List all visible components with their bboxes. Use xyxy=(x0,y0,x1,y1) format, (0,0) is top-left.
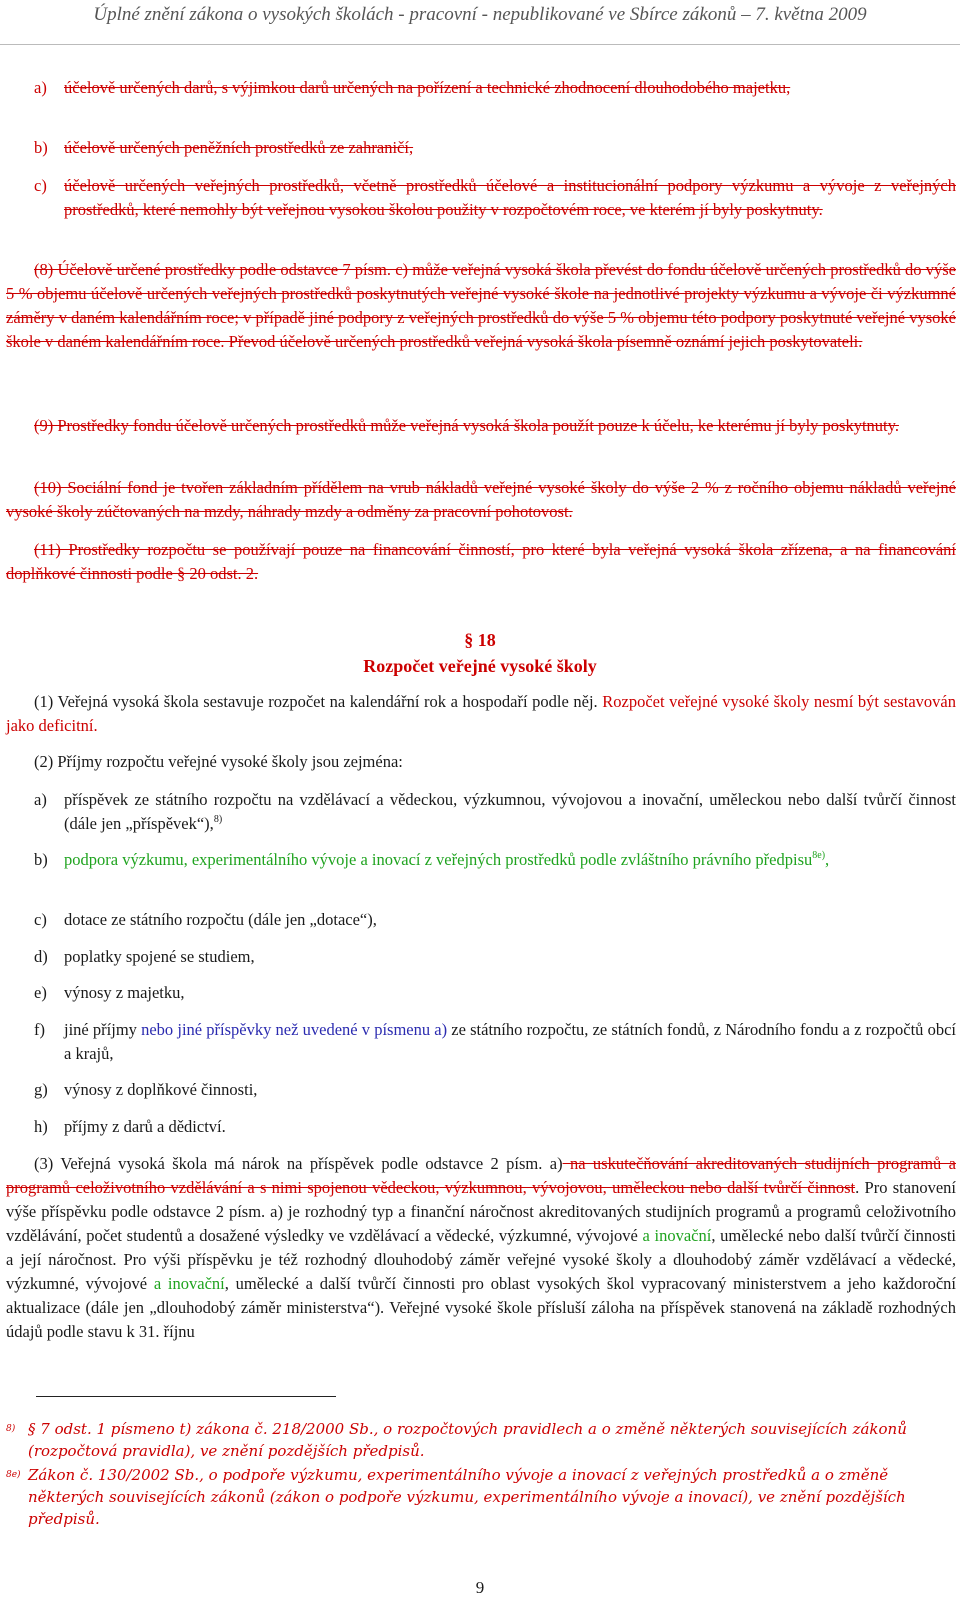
list-item xyxy=(34,76,956,100)
paragraph-3: (3) Veřejná vysoká škola má nárok na příspěvek podle odstavce 2 písm. a) na uskutečňování akreditovaných studijních programů a programů celoživotního vzdělávání a s nimi spojenou vědeckou, výzkumnou, vývojovou, uměleckou nebo další tvůrčí činnost. Pro stanovení výše příspěvku podle odstavce 2 písm. a) je rozhodný typ a finanční náročnost akreditovaných studijních programů a programů celoživotního vzdělávání, počet studentů a dosažené výsledky ve vzdělávací a vědecké, výzkumné, vývojové a inovační, umělecké nebo další tvůrčí činnosti a její náročnost. Pro výši příspěvku je též rozhodný dlouhodobý záměr veřejné vysoké školy a dlouhodobý záměr vzdělávací a vědecké, výzkumné, vývojové a inovační, umělecké a další tvůrčí činnosti pro oblast vysokých škol vypracovaný ministerstvem a jeho každoroční aktualizace (dále jen „dlouhodobý záměr ministerstva“). Veřejné vysoké škole přísluší záloha na příspěvek stanovená na základě rozhodných údajů podle stavu k 31. říjnu xyxy=(6,1154,957,1341)
section-title: Rozpočet veřejné vysoké školy xyxy=(363,656,597,676)
item-text: účelově určených veřejných prostředků, včetně prostředků účelové a institucionální podpory výzkumu a vývoje z veřejných prostředků, které nemohly být veřejnou vysokou školou použity v rozpočtovém roce, ve kterém jí byly poskytnuty. xyxy=(64,176,956,219)
list-item xyxy=(34,174,956,222)
list-item-b: b) podpora výzkumu, experimentálního vývoje a inovací z veřejných prostředků podle zvláštního právního předpisu$^{8e)}$, xyxy=(34,850,830,869)
list-item-h: h) příjmy z darů a dědictví. xyxy=(34,1117,226,1136)
paragraph-2: (2) Příjmy rozpočtu veřejné vysoké školy jsou zejména: xyxy=(34,752,403,771)
list-item-c: c) dotace ze státního rozpočtu (dále jen „dotace“), xyxy=(34,910,377,929)
item-text: účelově určených peněžních prostředků ze zahraničí, xyxy=(64,138,414,157)
paragraph-10: (10) Sociální fond je tvořen základním přídělem na vrub nákladů veřejné vysoké školy do výše 2 % z ročního objemu nákladů veřejné vysoké školy zúčtovaných na mzdy, náhrady mzdy a odměny za pracovní pohotovost. xyxy=(6,478,956,521)
section-number: § 18 xyxy=(464,630,496,650)
list-item-f: f) jiné příjmy nebo jiné příspěvky než uvedené v písmenu a) ze státního rozpočtu, ze státních fondů, z Národního fondu a z rozpočtů obcí a krajů, xyxy=(34,1020,956,1063)
list-item-a: a) příspěvek ze státního rozpočtu na vzdělávací a vědeckou, výzkumnou, vývojovou a inovační, uměleckou nebo další tvůrčí činnost (dále jen „příspěvek“),$^{8)}$ xyxy=(34,790,956,833)
running-header: Úplné znění zákona o vysokých školách - pracovní - nepublikované ve Sbírce zákonů – 7. května 2009 xyxy=(93,4,867,25)
footnote-8: 8) § 7 odst. 1 písmeno t) zákona č. 218/2000 Sb., o rozpočtových pravidlech a o změně některých souvisejících zákonů (rozpočtová pravidla), ve znění pozdějších předpisů. xyxy=(6,1420,907,1460)
paragraph-9: (9) Prostředky fondu účelově určených prostředků může veřejná vysoká škola použít pouze k účelu, ke kterému jí byly poskytnuty. xyxy=(34,416,899,435)
list-item xyxy=(34,136,956,160)
paragraph-11: (11) Prostředky rozpočtu se používají pouze na financování činností, pro které byla veřejná vysoká škola zřízena, a na financování doplňkové činnosti podle § 20 odst. 2. xyxy=(6,540,956,583)
list-item-d: d) poplatky spojené se studiem, xyxy=(34,947,255,966)
header-rule xyxy=(0,44,960,45)
page-number: 9 xyxy=(475,1578,485,1597)
list-item-g: g) výnosy z doplňkové činnosti, xyxy=(34,1080,258,1099)
item-label: b) xyxy=(34,138,48,157)
paragraph-1: (1) Veřejná vysoká škola sestavuje rozpočet na kalendářní rok a hospodaří podle něj. Rozpočet veřejné vysoké školy nesmí být sestavován jako deficitní. xyxy=(6,692,956,735)
list-item-e: e) výnosy z majetku, xyxy=(34,983,185,1002)
paragraph-8: (8) Účelově určené prostředky podle odstavce 7 písm. c) může veřejná vysoká škola převést do fondu účelově určených prostředků do výše 5 % objemu účelově určených veřejných prostředků poskytnutých veřejné vysoké škole na jednotlivé projekty výzkumu a vývoje či výzkumné záměry v daném kalendářním roce; v případě jiné podpory z veřejných prostředků do výše 5 % objemu této podpory poskytnuté veřejné vysoké škole v daném kalendářním roce. Převod účelově určených prostředků veřejná vysoká škola písemně oznámí jejich poskytovateli. xyxy=(6,260,956,351)
footnote-8e: 8e) Zákon č. 130/2002 Sb., o podpoře výzkumu, experimentálního vývoje a inovací z veřejných prostředků a o změně některých souvisejících zákonů (zákon o podpoře výzkumu, experimentálního vývoje a inovací), ve znění pozdějších předpisů. xyxy=(6,1466,906,1528)
item-text: účelově určených darů, s výjimkou darů určených na pořízení a technické zhodnocení dlouhodobého majetku, xyxy=(64,78,791,97)
footnote-rule xyxy=(36,1396,336,1397)
item-label: c) xyxy=(34,176,47,195)
item-label: a) xyxy=(34,78,47,97)
